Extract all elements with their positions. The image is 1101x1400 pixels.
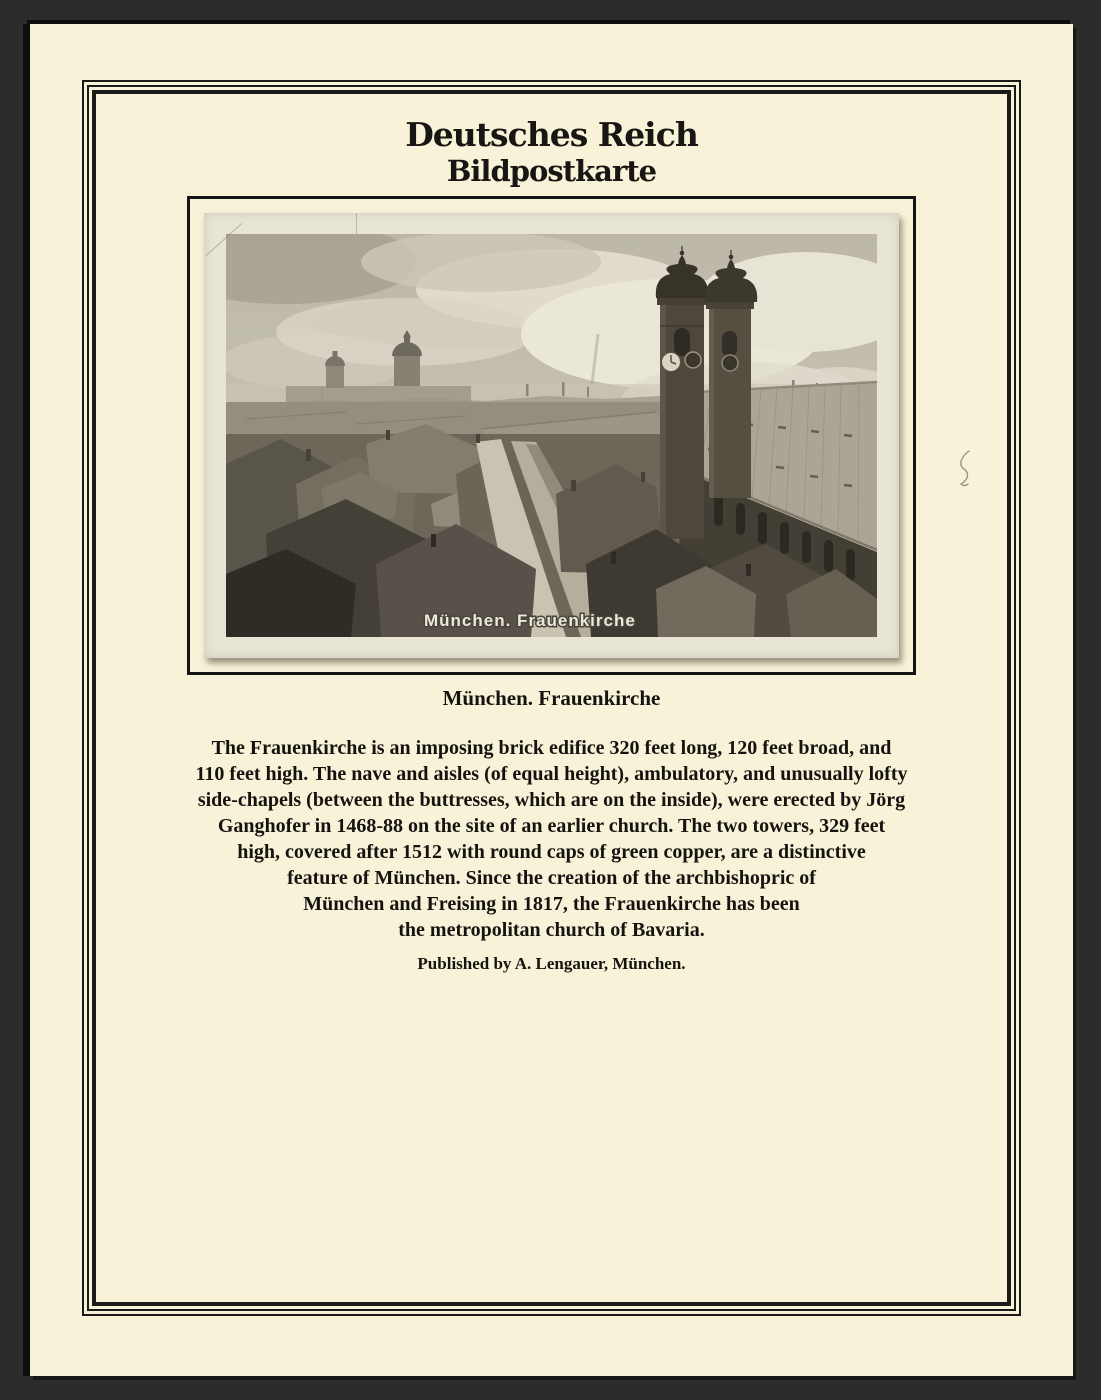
postcard-photo	[226, 234, 877, 637]
body-text-line: feature of München. Since the creation of the archbishopric of	[287, 867, 816, 889]
photo-frame-box	[187, 196, 916, 675]
publisher-line: Published by A. Lengauer, München.	[417, 954, 686, 973]
pencil-squiggle-annotation	[953, 448, 979, 494]
album-page	[30, 24, 1073, 1376]
body-text-line: The Frauenkirche is an imposing brick edifice 320 feet long, 120 feet broad, and	[211, 737, 892, 759]
body-text-line: Ganghofer in 1468-88 on the site of an earlier church. The two towers, 329 feet	[217, 815, 886, 837]
page-heading-line1: Deutsches Reich	[405, 115, 698, 154]
body-text-line: München and Freising in 1817, the Frauenkirche has been	[303, 893, 800, 915]
body-text-line: high, covered after 1512 with round caps of green copper, are a distinctive	[237, 841, 866, 863]
body-text-line: 110 feet high. The nave and aisles (of equal height), ambulatory, and unusually lofty	[195, 763, 908, 785]
page-heading-line2: Bildpostkarte	[446, 154, 657, 188]
decorative-border-frame	[92, 90, 1011, 1306]
photo-caption: München. Frauenkirche	[442, 686, 661, 710]
photo-overlay-caption: München. Frauenkirche	[424, 611, 636, 630]
body-text-line: the metropolitan church of Bavaria.	[398, 919, 705, 941]
postcard	[204, 213, 899, 658]
body-text-line: side-chapels (between the buttresses, which are on the inside), were erected by Jörg	[197, 789, 906, 811]
description-paragraph	[96, 735, 1007, 943]
postcard-edge-crease	[356, 213, 357, 234]
